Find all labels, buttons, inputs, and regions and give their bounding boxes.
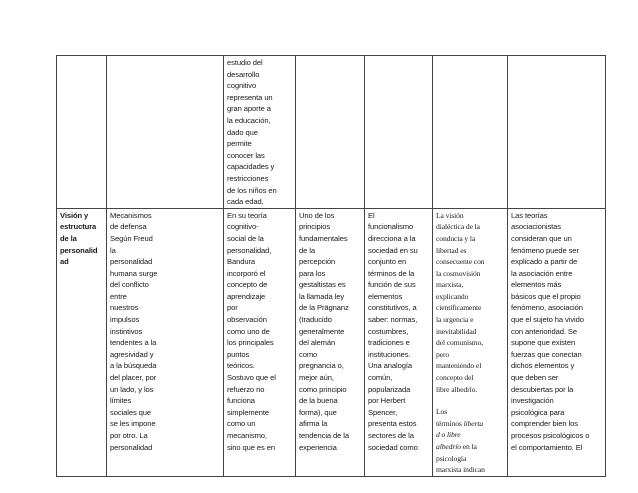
text-line: como un bbox=[227, 419, 256, 429]
text-line: personalidad bbox=[110, 442, 153, 452]
text-line: del comunismo, bbox=[436, 338, 484, 348]
text-line: observación bbox=[227, 315, 267, 325]
text-line: marxista, bbox=[436, 280, 464, 290]
text-line: científicamente bbox=[436, 303, 482, 313]
row-heading-cell bbox=[57, 208, 107, 476]
cell-top-6 bbox=[433, 56, 508, 209]
text-line: Mecanismos bbox=[110, 210, 152, 220]
text-line: Las teorías bbox=[511, 210, 548, 220]
marxist-line-los: Los bbox=[436, 407, 448, 417]
text-line: restricciones bbox=[227, 173, 269, 183]
text-line: de la bbox=[60, 233, 77, 243]
text-line: de la buena bbox=[299, 396, 338, 406]
text-line: a la búsqueda bbox=[110, 361, 157, 371]
text-line: sino que es en bbox=[227, 442, 275, 452]
text-line: supone que existen bbox=[511, 338, 576, 348]
text-line: impulsos bbox=[110, 315, 140, 325]
text-line: por Herbert bbox=[368, 396, 406, 406]
text-line: asociacionistas bbox=[511, 222, 561, 232]
text-line: común, bbox=[368, 373, 393, 383]
text-line: Según Freud bbox=[110, 233, 153, 243]
gestalt-cell bbox=[296, 208, 365, 476]
text-line: se les impone bbox=[110, 419, 156, 429]
text-line: la cosmovisión bbox=[436, 268, 481, 278]
text-line: Bandura bbox=[227, 257, 256, 267]
text-line: función de sus bbox=[368, 280, 416, 290]
text-line: cada edad. bbox=[227, 197, 264, 207]
text-line: tendentes a la bbox=[110, 338, 157, 348]
cell-top-4 bbox=[296, 56, 365, 209]
text-line: afirma la bbox=[299, 419, 328, 429]
text-line: que el sujeto ha vivido bbox=[511, 315, 584, 325]
text-line: humana surge bbox=[110, 268, 158, 278]
text-line: la urgencia e bbox=[436, 315, 474, 325]
text-line: con anterioridad. Se bbox=[511, 326, 577, 336]
text-line: manteniendo el bbox=[436, 361, 482, 371]
text-line: como principio bbox=[299, 384, 347, 394]
text-line: inevitabilidad bbox=[436, 326, 477, 336]
text-line: ad bbox=[60, 257, 69, 267]
marxist-paragraph-2-rest bbox=[436, 453, 505, 476]
text-line: fenómeno puede ser bbox=[511, 245, 579, 255]
text-line: que deben ser bbox=[511, 373, 559, 383]
text-line: cognitivo bbox=[227, 81, 257, 91]
text-line: consecuente con bbox=[436, 257, 485, 267]
text-line: la llamada ley bbox=[299, 291, 345, 301]
text-line: límites bbox=[110, 396, 132, 406]
text-line: concepto de bbox=[227, 280, 268, 290]
text-line: descubiertas por la bbox=[511, 384, 574, 394]
text-line: consideran que un bbox=[511, 233, 572, 243]
text-line: forma), que bbox=[299, 407, 337, 417]
text-line: sociedad como bbox=[368, 442, 418, 452]
marxist-italic-albedrio: albedrío bbox=[436, 442, 461, 451]
freud-cell bbox=[107, 208, 224, 476]
text-line: sociedad en su bbox=[368, 245, 418, 255]
text-line: principios bbox=[299, 222, 331, 232]
text-line: personalid bbox=[60, 245, 98, 255]
text-line: Visión y bbox=[60, 210, 89, 220]
text-line: sectores de la bbox=[368, 431, 414, 440]
text-line: conducta y la bbox=[436, 233, 476, 243]
text-line: procesos psicológicos o bbox=[511, 431, 590, 440]
text-line: pero bbox=[436, 349, 450, 359]
text-line: de la Prägnanz bbox=[299, 303, 349, 313]
text-line: cognitivo- bbox=[227, 222, 259, 232]
table-row-main bbox=[57, 208, 606, 476]
text-line: gestaltistas es bbox=[299, 280, 346, 290]
text-line: personalidad bbox=[110, 257, 153, 267]
table-row-top bbox=[57, 56, 606, 209]
text-line: nuestros bbox=[110, 303, 139, 313]
text-line: del alemán bbox=[299, 338, 336, 348]
text-line: el comportamiento. El bbox=[511, 442, 583, 452]
text-line: concepto del bbox=[436, 373, 474, 383]
cell-top-3 bbox=[224, 56, 296, 209]
marxist-paragraph-1 bbox=[436, 210, 505, 396]
text-line: dado que bbox=[227, 127, 258, 137]
text-line: dialéctica de la bbox=[436, 222, 480, 232]
text-line: permite bbox=[227, 139, 252, 149]
text-line: agresividad y bbox=[110, 349, 154, 359]
text-line: como uno de bbox=[227, 326, 270, 336]
text-line: social de la bbox=[227, 233, 264, 243]
text-line: funciona bbox=[227, 396, 255, 406]
text-line: Una analogía bbox=[368, 361, 412, 371]
text-line: simplemente bbox=[227, 407, 269, 417]
text-line: pregnancia o, bbox=[299, 361, 344, 371]
cell-top-7 bbox=[508, 56, 606, 209]
text-line: de los niños en bbox=[227, 185, 277, 195]
text-line: la asociación entre bbox=[511, 268, 573, 278]
text-line: tendencia de la bbox=[299, 431, 350, 440]
text-line: (traducido bbox=[299, 315, 332, 325]
text-line: instintivos bbox=[110, 326, 143, 336]
text-line: marxista indican bbox=[436, 465, 485, 475]
text-line: dichos elementos y bbox=[511, 361, 575, 371]
text-line: presenta estos bbox=[368, 419, 417, 429]
text-line: Spencer, bbox=[368, 407, 398, 417]
text-line: saber: normas, bbox=[368, 315, 418, 325]
text-line: Sostuvo que el bbox=[227, 373, 276, 383]
text-line: experiencia bbox=[299, 442, 337, 452]
text-line: generalmente bbox=[299, 326, 345, 336]
text-line: representa un bbox=[227, 92, 273, 102]
text-line: incorporó el bbox=[227, 268, 266, 278]
text-line: explicando bbox=[436, 291, 469, 301]
text-line: funcionalismo bbox=[368, 222, 414, 232]
text-line: fundamentales bbox=[299, 233, 348, 243]
text-line: El bbox=[368, 210, 375, 220]
text-line: libre albedrío. bbox=[436, 384, 478, 394]
text-line: costumbres, bbox=[368, 326, 409, 336]
text-line: explicado a partir de bbox=[511, 257, 578, 267]
text-line: elementos bbox=[368, 291, 403, 301]
text-line: investigación bbox=[511, 396, 554, 406]
text-line: fuerzas que conectan bbox=[511, 349, 582, 359]
text-line: conjunto en bbox=[368, 257, 407, 267]
text-line: teóricos. bbox=[227, 361, 255, 371]
functionalism-cell bbox=[365, 208, 433, 476]
text-line: constitutivos, a bbox=[368, 303, 417, 313]
text-line: entre bbox=[110, 291, 127, 301]
marxist-terminos-prefix: términos bbox=[436, 418, 464, 428]
text-line: psicología bbox=[436, 453, 467, 463]
text-line: la bbox=[110, 245, 116, 255]
text-line: libertad es bbox=[436, 245, 467, 255]
marxist-italic-libertad: liberta bbox=[463, 418, 484, 428]
marxist-line-terminos bbox=[436, 418, 505, 430]
text-line: de defensa bbox=[110, 222, 147, 232]
marxist-line-albedrio bbox=[436, 441, 505, 453]
text-line: tradiciones e bbox=[368, 338, 410, 348]
cell-top-5 bbox=[365, 56, 433, 209]
text-line: psicológica para bbox=[511, 407, 565, 417]
text-line: mecanismo, bbox=[227, 431, 267, 440]
text-line: términos de la bbox=[368, 268, 415, 278]
text-line: La visión bbox=[436, 210, 464, 220]
bandura-cell bbox=[224, 208, 296, 476]
text-line: un lado, y los bbox=[110, 384, 154, 394]
marxist-albedrio-suffix: en la bbox=[460, 442, 477, 451]
text-line: comprender bien los bbox=[511, 419, 578, 429]
text-line: la educación, bbox=[227, 115, 271, 125]
text-line: estructura bbox=[60, 222, 97, 232]
text-line: En su teoría bbox=[227, 210, 267, 220]
text-line: refuerzo no bbox=[227, 384, 265, 394]
text-line: puntos bbox=[227, 349, 250, 359]
associationism-cell bbox=[508, 208, 606, 476]
text-line: estudio del bbox=[227, 58, 263, 67]
text-line: sociales que bbox=[110, 407, 152, 417]
text-line: fenómeno, asociación bbox=[511, 303, 583, 313]
text-line: desarrollo bbox=[227, 69, 260, 79]
text-line: percepción bbox=[299, 257, 336, 267]
text-line: Uno de los bbox=[299, 210, 335, 220]
text-line: del placer, por bbox=[110, 373, 157, 383]
text-line: básicos que el propio bbox=[511, 291, 581, 301]
text-line: personalidad, bbox=[227, 245, 272, 255]
text-line: como bbox=[299, 349, 318, 359]
document-table bbox=[56, 55, 606, 477]
cell-top-2 bbox=[107, 56, 224, 209]
text-line: elementos más bbox=[511, 280, 562, 290]
text-line: capacidades y bbox=[227, 162, 275, 172]
text-line: aprendizaje bbox=[227, 291, 266, 301]
text-line: del conflicto bbox=[110, 280, 149, 290]
marxist-italic-libre: d o libre bbox=[436, 430, 461, 440]
text-line: direcciona a la bbox=[368, 233, 416, 243]
text-line: conocer las bbox=[227, 150, 265, 160]
text-line: por otro. La bbox=[110, 431, 148, 440]
text-line: por bbox=[227, 303, 238, 313]
text-line: instituciones. bbox=[368, 349, 411, 359]
text-line: gran aporte a bbox=[227, 104, 271, 114]
text-line: popularizada bbox=[368, 384, 411, 394]
text-line: para los bbox=[299, 268, 326, 278]
cell-top-1 bbox=[57, 56, 107, 209]
text-line: de la bbox=[299, 245, 315, 255]
marxist-cell bbox=[433, 208, 508, 476]
text-line: los principales bbox=[227, 338, 274, 348]
text-line: mejor aún, bbox=[299, 373, 334, 383]
